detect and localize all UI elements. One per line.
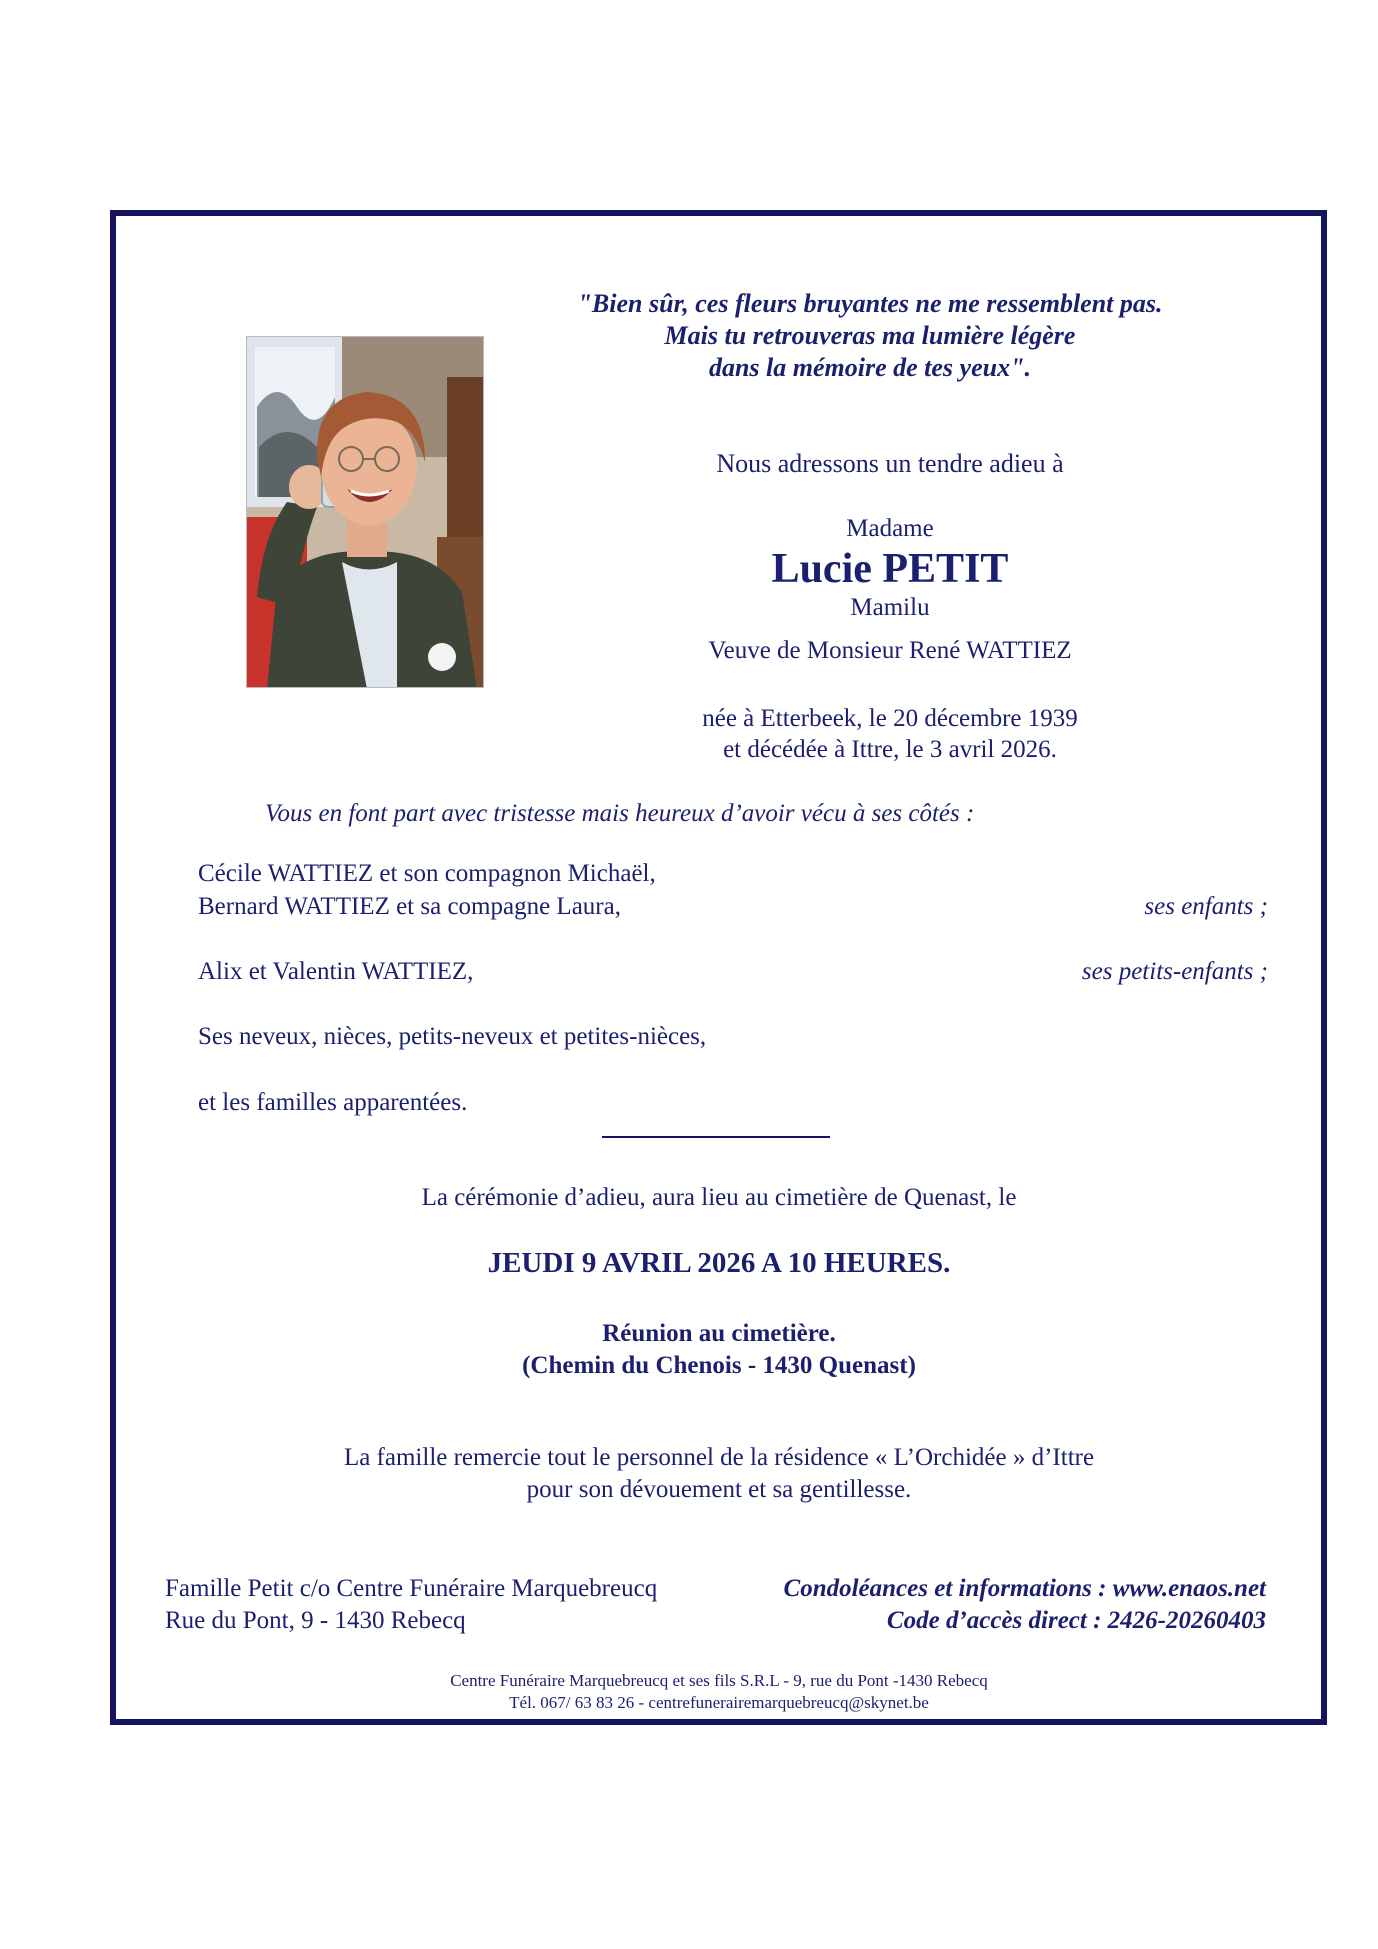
portrait-illustration — [247, 337, 484, 688]
epitaph-quote — [520, 288, 1220, 384]
deceased-nickname: Mamilu — [850, 594, 930, 621]
thanks-text — [160, 1442, 1278, 1506]
deceased-name: Lucie PETIT — [771, 546, 1009, 592]
children-line-2: Bernard WATTIEZ et sa compagne Laura, — [198, 893, 621, 920]
relatives-line: et les familles apparentées. — [198, 1089, 468, 1116]
grandchildren-line: Alix et Valentin WATTIEZ, — [198, 958, 474, 985]
thanks-line-2: pour son dévouement et sa gentillesse. — [526, 1476, 912, 1503]
grandchildren-role: ses petits-enfants ; — [1081, 958, 1268, 985]
widow-of: Veuve de Monsieur René WATTIEZ — [708, 637, 1072, 664]
quote-line-3: dans la mémoire de tes yeux". — [708, 353, 1032, 382]
birth-line: née à Etterbeek, le 20 décembre 1939 — [702, 705, 1078, 732]
intro-text: Nous adressons un tendre adieu à — [716, 449, 1064, 478]
meeting-line: Réunion au cimetière. — [602, 1320, 836, 1347]
children-role: ses enfants ; — [1144, 893, 1268, 920]
condolences-info — [706, 1573, 1266, 1637]
quote-line-2: Mais tu retrouveras ma lumière légère — [664, 321, 1076, 350]
portrait-photo — [246, 336, 484, 688]
quote-line-1: "Bien sûr, ces fleurs bruyantes ne me ressemblent pas. — [577, 289, 1163, 318]
deceased-title: Madame — [846, 515, 934, 542]
meeting-info — [160, 1318, 1278, 1382]
condolences-link[interactable]: Condoléances et informations : www.enaos.net — [783, 1575, 1266, 1602]
death-line: et décédée à Ittre, le 3 avril 2026. — [723, 736, 1057, 763]
footer — [160, 1670, 1278, 1714]
access-code: Code d’accès direct : 2426-20260403 — [886, 1607, 1266, 1634]
divider-rule — [602, 1136, 830, 1138]
meeting-address: (Chemin du Chenois - 1430 Quenast) — [522, 1352, 916, 1379]
footer-line-1: Centre Funéraire Marquebreucq et ses fils S.R.L - 9, rue du Pont -1430 Rebecq — [450, 1671, 988, 1690]
birth-death-dates — [560, 703, 1220, 765]
ceremony-text: La cérémonie d’adieu, aura lieu au cimetière de Quenast, le — [421, 1184, 1017, 1211]
funeral-home-line-1: Famille Petit c/o Centre Funéraire Marquebreucq — [165, 1575, 658, 1602]
funeral-home-line-2: Rue du Pont, 9 - 1430 Rebecq — [165, 1607, 466, 1634]
children-line-1: Cécile WATTIEZ et son compagnon Michaël, — [198, 860, 656, 887]
funeral-home-address — [165, 1573, 657, 1637]
announcement: Vous en font part avec tristesse mais heureux d’avoir vécu à ses côtés : — [265, 800, 975, 827]
nephews-line: Ses neveux, nièces, petits-neveux et petites-nièces, — [198, 1023, 707, 1050]
ceremony-date: JEUDI 9 AVRIL 2026 A 10 HEURES. — [487, 1247, 951, 1279]
footer-line-2: Tél. 067/ 63 83 26 - centrefunerairemarquebreucq@skynet.be — [509, 1693, 929, 1712]
thanks-line-1: La famille remercie tout le personnel de la résidence « L’Orchidée » d’Ittre — [343, 1444, 1095, 1471]
